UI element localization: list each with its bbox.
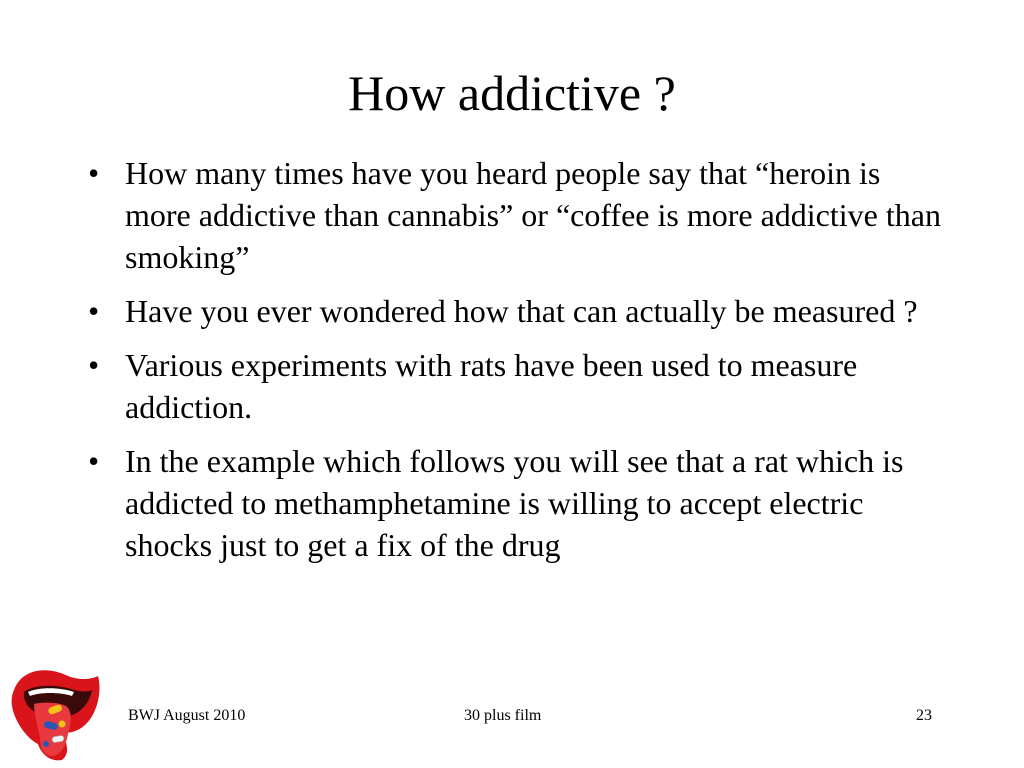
bullet-item (88, 440, 948, 566)
pill-icon (59, 721, 66, 728)
bullet-item (88, 152, 948, 278)
bullet-text: How many times have you heard people say that “heroin is more addictive than cannabis” or “coffee is more addictive than smoking” (125, 155, 941, 275)
slide-number: 23 (916, 707, 932, 724)
bullet-list (88, 152, 948, 578)
pill-icon (43, 741, 49, 747)
bullet-item (88, 344, 948, 428)
bullet-marker: • (88, 347, 100, 383)
bullet-marker: • (88, 293, 100, 329)
tongue-and-lips-icon (8, 662, 104, 762)
bullet-item (88, 290, 948, 332)
slide-title: How addictive ? (348, 65, 676, 121)
bullet-text: Have you ever wondered how that can actually be measured ? (125, 293, 918, 329)
bullet-marker: • (88, 155, 100, 191)
footer-author-date: BWJ August 2010 (128, 707, 246, 724)
footer-presentation-title: 30 plus film (464, 707, 542, 724)
bullet-marker: • (88, 443, 100, 479)
bullet-text: Various experiments with rats have been used to measure addiction. (125, 347, 858, 425)
bullet-text: In the example which follows you will see that a rat which is addicted to methamphetamine is willing to accept electric shocks just to get a fix of the drug (125, 443, 904, 563)
